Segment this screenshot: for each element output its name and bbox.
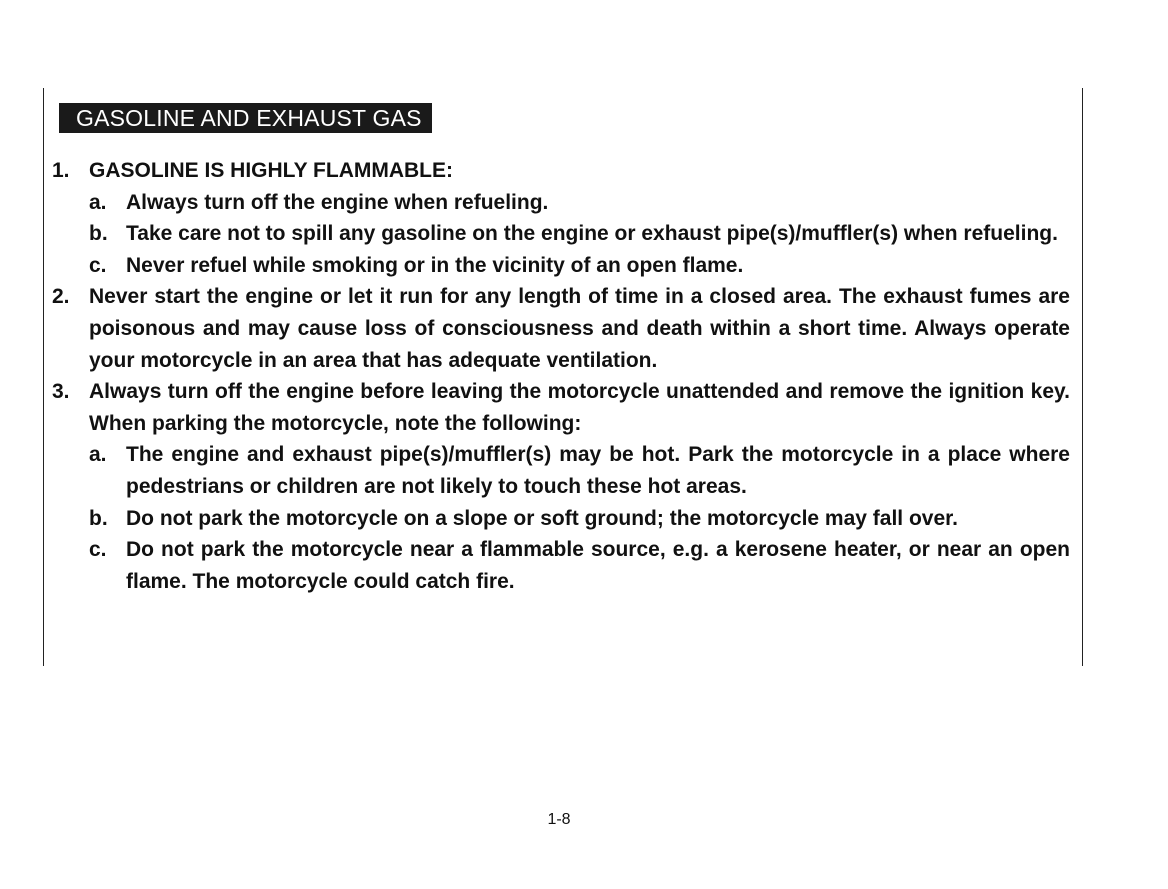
list-item	[52, 376, 1070, 439]
item-text: Always turn off the engine before leaving the motorcycle unattended and remove the ignition key. When parking the motorcycle, note the following:	[89, 380, 1070, 435]
list-item	[52, 281, 1070, 376]
right-margin-rule	[1082, 88, 1083, 666]
subitem-text: Do not park the motorcycle on a slope or soft ground; the motorcycle may fall over.	[126, 506, 958, 530]
list-item	[52, 155, 1070, 187]
subitem-letter: b.	[89, 222, 108, 246]
subitem-letter: a.	[89, 190, 107, 214]
sub-list-item	[52, 187, 1070, 219]
subitem-text: Do not park the motorcycle near a flammable source, e.g. a kerosene heater, or near an open flame. The motorcycle could catch fire.	[126, 538, 1070, 593]
subitem-text: The engine and exhaust pipe(s)/muffler(s) may be hot. Park the motorcycle in a place where pedestrians or children are not likely to touch these hot areas.	[126, 443, 1070, 498]
section-heading: GASOLINE AND EXHAUST GAS	[59, 103, 432, 133]
subitem-text: Always turn off the engine when refueling.	[126, 190, 549, 214]
subitem-letter: b.	[89, 506, 108, 530]
subitem-letter: c.	[89, 253, 107, 277]
sub-list-item	[52, 218, 1070, 250]
item-text: Never start the engine or let it run for any length of time in a closed area. The exhaust fumes are poisonous and may cause loss of consciousness and death within a short time. Always operate your motorcycle in an area that has adequate ventilation.	[89, 285, 1070, 372]
subitem-text: Never refuel while smoking or in the vicinity of an open flame.	[126, 253, 744, 277]
item-number: 3.	[52, 380, 70, 404]
sub-list-item	[52, 503, 1070, 535]
sub-list-item	[52, 534, 1070, 597]
warning-list	[52, 155, 1070, 597]
item-text: GASOLINE IS HIGHLY FLAMMABLE:	[89, 159, 454, 182]
sub-list-item	[52, 439, 1070, 502]
subitem-letter: a.	[89, 443, 107, 467]
item-number: 1.	[52, 159, 70, 182]
item-number: 2.	[52, 285, 70, 309]
subitem-letter: c.	[89, 538, 107, 562]
left-margin-rule	[43, 88, 44, 666]
sub-list-item	[52, 250, 1070, 282]
subitem-text: Take care not to spill any gasoline on the engine or exhaust pipe(s)/muffler(s) when refueling.	[126, 222, 1058, 246]
page-number: 1-8	[547, 811, 571, 828]
